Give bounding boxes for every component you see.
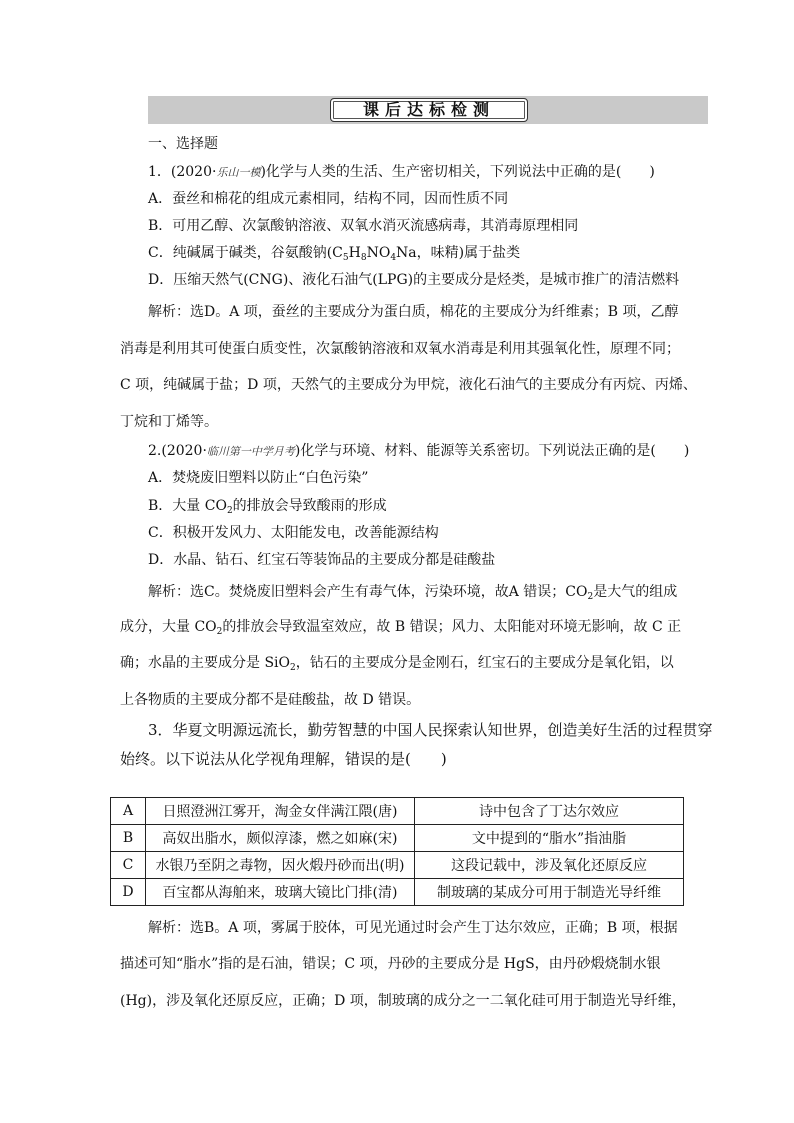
row-key: D xyxy=(111,879,146,906)
row-key: A xyxy=(111,798,146,825)
question-2-answer-line-1: 解析：选C。焚烧废旧塑料会产生有毒气体，污染环境，故A 错误；$CO_2$是大气的组成 xyxy=(148,584,678,602)
question-1-option-b: B．可用乙醇、次氯酸钠溶液、双氧水消灭流感病毒，其消毒原理相同 xyxy=(148,218,579,234)
poem-table xyxy=(110,797,684,906)
question-1-answer-line-1: 解析：选D。A 项，蚕丝的主要成分为蛋白质，棉花的主要成分为纤维素；B 项，乙醇 xyxy=(148,304,679,320)
question-3-answer-line-3: (Hg)，涉及氧化还原反应，正确；D 项，制玻璃的成分之一二氧化硅可用于制造光导纤维， xyxy=(120,993,686,1009)
table-row xyxy=(111,879,684,906)
question-3-answer-line-1: 解析：选B。A 项，雾属于胶体，可见光通过时会产生丁达尔效应，正确；B 项，根据 xyxy=(148,920,678,936)
row-text: 高奴出脂水，颇似淳漆，燃之如麻(宋) xyxy=(146,825,415,852)
row-note: 文中提到的“脂水”指油脂 xyxy=(415,825,684,852)
row-note: 诗中包含了丁达尔效应 xyxy=(415,798,684,825)
row-text: 日照澄洲江雾开，淘金女伴满江隈(唐) xyxy=(146,798,415,825)
table-row xyxy=(111,798,684,825)
question-1-answer-line-4: 丁烷和丁烯等。 xyxy=(120,414,218,430)
question-1-answer-line-2: 消毒是利用其可使蛋白质变性，次氯酸钠溶液和双氧水消毒是利用其强氧化性，原理不同； xyxy=(120,341,680,357)
row-text: 水银乃至阴之毒物，因火煅丹砂而出(明) xyxy=(146,852,415,879)
question-source: 临川第一中学月考 xyxy=(206,445,295,458)
question-2-option-d: D．水晶、钻石、红宝石等装饰品的主要成分都是硅酸盐 xyxy=(148,552,496,568)
question-2-option-b: B．大量 $CO_2$的排放会导致酸雨的形成 xyxy=(148,498,387,516)
row-key: B xyxy=(111,825,146,852)
question-2-option-c: C．积极开发风力、太阳能发电，改善能源结构 xyxy=(148,525,439,541)
question-1-option-c: C．纯碱属于碱类，谷氨酸钠($C_5H_8NO_4Na$，味精)属于盐类 xyxy=(148,245,521,263)
row-note: 这段记载中，涉及氧化还原反应 xyxy=(415,852,684,879)
question-source: 乐山一模 xyxy=(216,166,261,179)
question-3-stem-line-1: 3．华夏文明源远流长，勤劳智慧的中国人民探索认知世界，创造美好生活的过程贯穿 xyxy=(148,721,713,739)
question-1-option-d: D．压缩天然气(CNG)、液化石油气(LPG)的主要成分是烃类，是城市推广的清洁燃料 xyxy=(148,272,680,288)
page-title: 课后达标检测 xyxy=(330,98,528,122)
table-row xyxy=(111,825,684,852)
row-text: 百宝都从海舶来，玻璃大镜比门排(清) xyxy=(146,879,415,906)
section-heading: 一、选择题 xyxy=(148,136,218,152)
question-3-answer-line-2: 描述可知“脂水”指的是石油，错误；C 项，丹砂的主要成分是 HgS，由丹砂煅烧制水银 xyxy=(120,956,661,972)
row-key: C xyxy=(111,852,146,879)
question-2-answer-line-3: 确；水晶的主要成分是 SiO$_2$，钻石的主要成分是金刚石，红宝石的主要成分是氧化铝，以 xyxy=(120,655,674,673)
question-1-stem: 1．(2020·乐山一模)化学与人类的生活、生产密切相关，下列说法中正确的是( ) xyxy=(148,164,655,180)
question-1-answer-line-3: C 项，纯碱属于盐；D 项，天然气的主要成分为甲烷，液化石油气的主要成分有丙烷、丙烯、 xyxy=(120,377,697,393)
row-note: 制玻璃的某成分可用于制造光导纤维 xyxy=(415,879,684,906)
table-row xyxy=(111,852,684,879)
question-2-stem: 2.(2020·临川第一中学月考)化学与环境、材料、能源等关系密切。下列说法正确的是( ) xyxy=(148,443,690,459)
question-2-option-a: A．焚烧废旧塑料以防止“白色污染” xyxy=(148,470,369,486)
question-2-answer-line-4: 上各物质的主要成分都不是硅酸盐，故 D 错误。 xyxy=(120,692,421,708)
question-1-option-a: A．蚕丝和棉花的组成元素相同，结构不同，因而性质不同 xyxy=(148,191,509,207)
question-2-answer-line-2: 成分，大量 $CO_2$的排放会导致温室效应，故 B 错误；风力、太阳能对环境无影响，故 C 正 xyxy=(120,619,682,637)
question-3-stem-line-2: 始终。以下说法从化学视角理解，错误的是( ) xyxy=(120,750,447,768)
